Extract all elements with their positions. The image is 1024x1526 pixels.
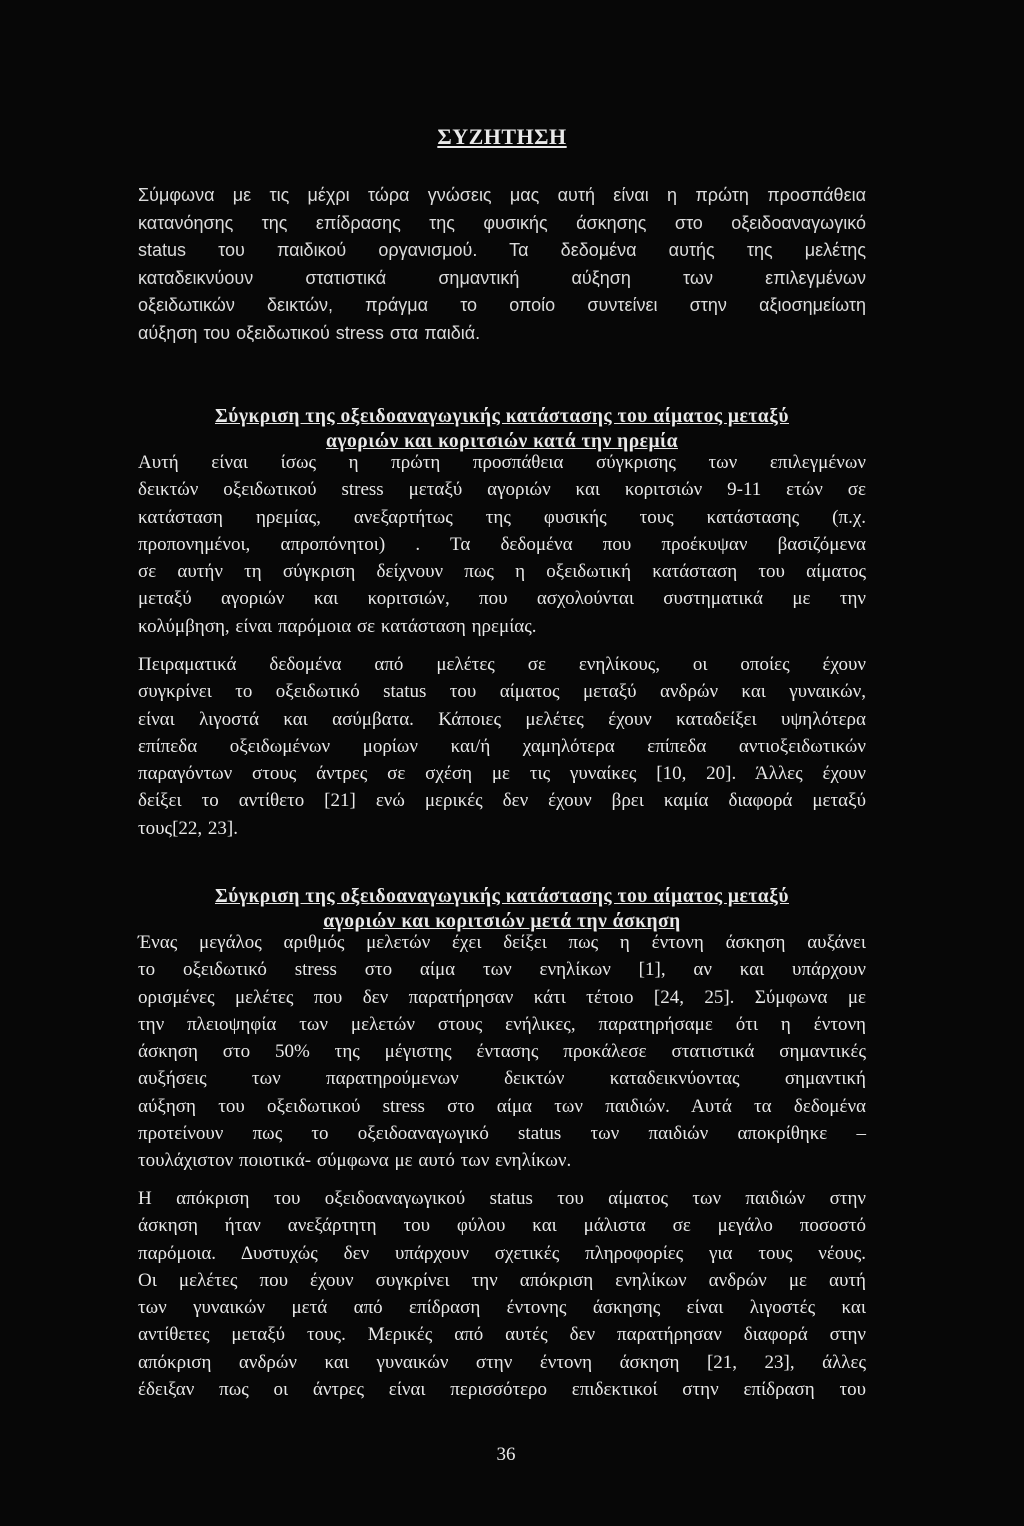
text-line: άσκηση ήταν ανεξάρτητη του φύλου και μάλιστα σε μεγάλο ποσοστό xyxy=(138,1215,866,1237)
text-line: status του παιδικού οργανισμού. Τα δεδομένα αυτής της μελέτης xyxy=(138,240,866,260)
text-line: τους[22, 23]. xyxy=(138,817,238,839)
text-line: Η απόκριση του οξειδοαναγωγικού status του αίματος των παιδιών στην xyxy=(138,1188,866,1209)
text-line: αύξηση του οξειδωτικού stress στο αίμα των παιδιών. Αυτά τα δεδομένα xyxy=(138,1095,866,1117)
text-line: δεικτών οξειδωτικού stress μεταξύ αγοριών και κοριτσιών 9-11 ετών σε xyxy=(138,479,866,501)
text-line: κατάσταση ηρεμίας, ανεξαρτήτως της φυσικής τους κατάστασης (π.χ. xyxy=(138,506,866,528)
text-line: κατανόησης της επίδρασης της φυσικής άσκησης στο οξειδοαναγωγικό xyxy=(138,212,866,233)
text-line: αυξήσεις των παρατηρούμενων δεικτών καταδεικνύοντας σημαντική xyxy=(138,1068,866,1090)
heading-line: Σύγκριση της οξειδοαναγωγικής κατάστασης του αίματος μεταξύ xyxy=(214,886,790,907)
section-heading-exercise xyxy=(138,884,866,934)
text-line: το οξειδωτικό stress στο αίμα των ενηλίκων [1], αν και υπάρχουν xyxy=(138,959,866,981)
exercise-paragraph-a xyxy=(138,929,866,1175)
text-line: σε αυτήν τη σύγκριση δείχνουν πως η οξειδωτική κατάσταση του αίματος xyxy=(138,561,866,583)
text-line: προπονημένοι, απροπόνητοι) . Τα δεδομένα που προέκυψαν βασιζόμενα xyxy=(138,533,866,555)
text-line: απόκριση ανδρών και γυναικών στην έντονη άσκηση [21, 23], άλλες xyxy=(138,1351,866,1373)
text-line: Ένας μεγάλος αριθμός μελετών έχει δείξει πως η έντονη άσκηση αυξάνει xyxy=(138,932,866,953)
intro-paragraph xyxy=(138,182,866,347)
text-line: έδειξαν πως οι άντρες είναι περισσότερο επιδεκτικοί στην επίδραση του xyxy=(138,1379,866,1401)
document-page xyxy=(138,0,866,1526)
text-line: άσκηση στο 50% της μέγιστης έντασης προκάλεσε στατιστικά σημαντικές xyxy=(138,1041,866,1063)
text-line: την πλειοψηφία των μελετών στους ενήλικες, παρατηρήσαμε ότι η έντονη xyxy=(138,1013,866,1035)
text-line: των γυναικών μετά από επίδραση έντονης άσκησης είναι λιγοστές και xyxy=(138,1297,866,1319)
text-line: Αυτή είναι ίσως η πρώτη προσπάθεια σύγκρισης των επιλεγμένων xyxy=(138,452,866,473)
section-heading-rest xyxy=(138,404,866,454)
text-line: κολύμβηση, είναι παρόμοια σε κατάσταση ηρεμίας. xyxy=(138,615,537,637)
text-line: είναι λιγοστά και ασύμβατα. Κάποιες μελέτες έχουν καταδείξει υψηλότερα xyxy=(138,708,866,730)
text-line: Πειραματικά δεδομένα από μελέτες σε ενηλίκους, οι οποίες έχουν xyxy=(138,654,866,675)
text-line: καταδεικνύουν στατιστικά σημαντική αύξηση των επιλεγμένων xyxy=(138,267,866,288)
page-title: ΣΥΖΗΤΗΣΗ xyxy=(437,124,567,149)
text-line: αντίθετες μεταξύ τους. Μερικές από αυτές δεν παρατήρησαν διαφορά στην xyxy=(138,1324,866,1346)
text-line: συγκρίνει το οξειδωτικό status του αίματος μεταξύ ανδρών και γυναικών, xyxy=(138,681,866,703)
text-line: επίπεδα οξειδωμένων μορίων και/ή χαμηλότερα επίπεδα αντιοξειδωτικών xyxy=(138,735,866,757)
text-line: Οι μελέτες που έχουν συγκρίνει την απόκριση ενηλίκων ανδρών με αυτή xyxy=(138,1269,866,1291)
text-line: προτείνουν πως το οξειδοαναγωγικό status των παιδιών αποκρίθηκε – xyxy=(138,1123,866,1145)
text-line: μεταξύ αγοριών και κοριτσιών, που ασχολούνται συστηματικά με την xyxy=(138,588,866,610)
text-line: δείξει το αντίθετο [21] ενώ μερικές δεν έχουν βρει καμία διαφορά μεταξύ xyxy=(138,790,866,812)
text-line: παρόμοια. Δυστυχώς δεν υπάρχουν σχετικές πληροφορίες για τους νέους. xyxy=(138,1242,866,1264)
text-line: οξειδωτικών δεικτών, πράγμα το οποίο συντείνει στην αξιοσημείωτη xyxy=(138,295,866,315)
rest-paragraph-b xyxy=(138,651,866,842)
text-line: ορισμένες μελέτες που δεν παρατήρησαν κάτι τέτοιο [24, 25]. Σύμφωνα με xyxy=(138,986,866,1008)
text-line: παραγόντων στους άντρες σε σχέση με τις γυναίκες [10, 20]. Άλλες έχουν xyxy=(138,763,866,785)
rest-paragraph-a xyxy=(138,449,866,640)
heading-line: αγοριών και κοριτσιών μετά την άσκηση xyxy=(323,911,681,932)
exercise-paragraph-b xyxy=(138,1185,866,1403)
text-line: αύξηση του οξειδωτικού stress στα παιδιά. xyxy=(138,322,481,343)
text-line: τουλάχιστον ποιοτικά- σύμφωνα με αυτό των ενηλίκων. xyxy=(138,1150,572,1172)
heading-line: αγοριών και κοριτσιών κατά την ηρεμία xyxy=(326,431,678,452)
text-line: Σύμφωνα με τις μέχρι τώρα γνώσεις μας αυτή είναι η πρώτη προσπάθεια xyxy=(138,185,866,205)
page-number: 36 xyxy=(496,1444,516,1465)
heading-line: Σύγκριση της οξειδοαναγωγικής κατάστασης του αίματος μεταξύ xyxy=(214,406,790,427)
